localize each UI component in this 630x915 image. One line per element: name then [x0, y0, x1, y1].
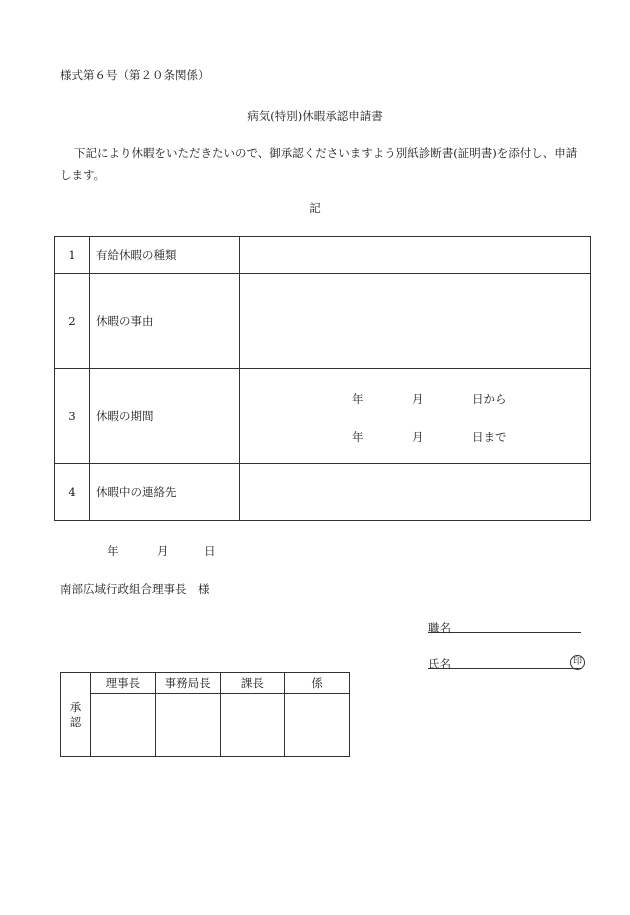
period-from-day: 日から: [472, 392, 507, 406]
approval-header: 理事長: [91, 673, 156, 694]
contact-field[interactable]: [240, 464, 591, 521]
form-number: 様式第６号（第２０条関係）: [60, 68, 210, 82]
name-label: 氏名: [428, 657, 451, 671]
approval-stamp-cell[interactable]: [91, 694, 156, 757]
position-label: 職名: [428, 621, 451, 635]
seal-mark: 印: [570, 655, 585, 670]
date-year: 年: [107, 544, 119, 558]
approval-header: 係: [285, 673, 350, 694]
date-day: 日: [204, 544, 216, 558]
period-from-month: 月: [412, 392, 424, 406]
table-row: [55, 237, 591, 274]
position-field[interactable]: [428, 632, 581, 633]
approval-side-label: 承認: [61, 673, 91, 757]
leave-reason-field[interactable]: [240, 274, 591, 369]
ki-heading: 記: [309, 201, 321, 215]
approval-stamp-cell[interactable]: [220, 694, 285, 757]
period-to-year: 年: [352, 430, 364, 444]
row-label: 休暇中の連絡先: [90, 464, 240, 521]
date-month: 月: [157, 544, 169, 558]
approval-header-row: [61, 673, 350, 694]
row-label: 休暇の期間: [90, 369, 240, 464]
document-title: 病気(特別)休暇承認申請書: [247, 109, 383, 123]
approval-stamp-cell[interactable]: [155, 694, 220, 757]
table-row: [55, 274, 591, 369]
leave-details-table: [54, 236, 591, 521]
row-label: 有給休暇の種類: [90, 237, 240, 274]
approval-stamp-row: [61, 694, 350, 757]
row-number: 1: [55, 237, 90, 274]
approval-table: [60, 672, 350, 757]
approval-stamp-cell[interactable]: [285, 694, 350, 757]
leave-period-field[interactable]: [240, 369, 591, 464]
addressee: 南部広域行政組合理事長 様: [60, 582, 210, 596]
name-field[interactable]: [428, 668, 581, 669]
row-label: 休暇の事由: [90, 274, 240, 369]
row-number: 4: [55, 464, 90, 521]
approval-header: 課長: [220, 673, 285, 694]
table-row: [55, 369, 591, 464]
leave-type-field[interactable]: [240, 237, 591, 274]
table-row: [55, 464, 591, 521]
period-to-day: 日まで: [472, 430, 507, 444]
period-from-year: 年: [352, 392, 364, 406]
row-number: 2: [55, 274, 90, 369]
period-to-month: 月: [412, 430, 424, 444]
intro-text: 下記により休暇をいただきたいので、御承認くださいますよう別紙診断書(証明書)を添付し、申請します。: [60, 146, 578, 182]
approval-header: 事務局長: [155, 673, 220, 694]
row-number: 3: [55, 369, 90, 464]
